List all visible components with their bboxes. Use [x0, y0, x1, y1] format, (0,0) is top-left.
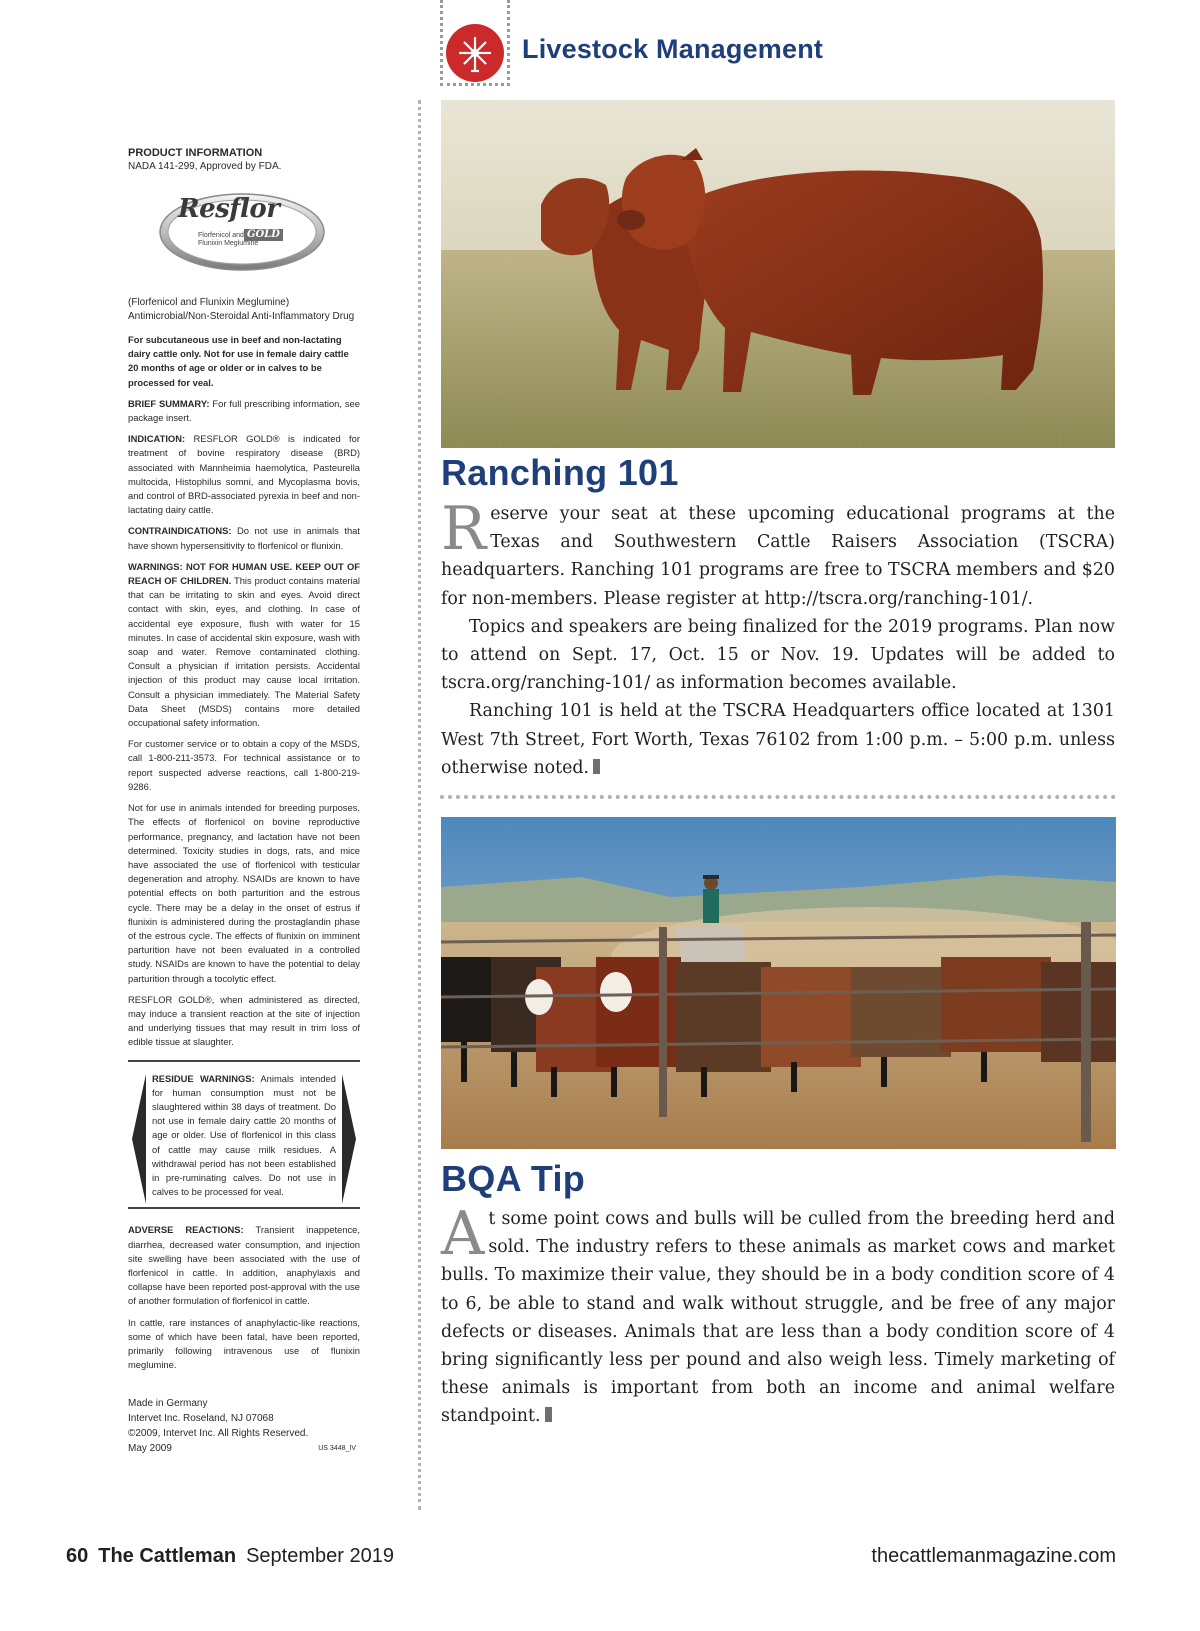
nada-approval: NADA 141-299, Approved by FDA.	[128, 161, 282, 172]
residue-warnings: RESIDUE WARNINGS: Animals intended for human consumption must not be slaughtered within 38 days of treatment. Do not use in female dairy cattle 20 months of age or older. Use of florfenicol in this class of cattle may cause milk residues. A withdrawal period has not been established in pre-ruminating calves. Do not use in calves to be processed for veal.	[152, 1072, 336, 1198]
warnings: WARNINGS: NOT FOR HUMAN USE. KEEP OUT OF REACH OF CHILDREN. This product contains material that can be irritating to skin and eyes. Avoid direct contact with skin, eyes, and clothing. In case of accidental eye exposure, flush with water for 15 minutes. In case of accidental skin exposure, wash with soap and water. Remove contaminated clothing. Consult a physician if irritation persists. Accidental injection of this product may cause local irritation. Consult a physician immediately. The Material Safety Data Sheet (MSDS) contains more detailed occupational safety information.	[128, 560, 360, 729]
logo-wordmark: Resflor	[178, 194, 280, 224]
print-date: May 2009	[128, 1443, 172, 1455]
cattle-pen-photo	[441, 817, 1116, 1149]
product-info-title: PRODUCT INFORMATION	[128, 147, 263, 159]
resflor-gold-logo	[158, 190, 326, 274]
article-body-bqa-tip	[441, 1199, 1115, 1431]
right-arrow-ornament	[342, 1074, 356, 1204]
adverse-reactions: ADVERSE REACTIONS: Transient inappetence, diarrhea, decreased water consumption, and injection site swelling have been associated with the use of florfenicol in cattle. In addition, anaphylaxis and collapse have been reported post-approval with the use of another formulation of florfenicol in cattle.	[128, 1224, 360, 1307]
page-number: 60	[66, 1545, 89, 1567]
windmill-icon	[446, 24, 504, 82]
logo-subtitle-line2: Flunixin Meglumine	[198, 240, 259, 247]
article-paragraph: Topics and speakers are being finalized for the 2019 programs. Plan now to attend on Sept. 17, Oct. 15 or Nov. 19. Updates will be added to tscra.org/ranching-101/ as information becomes available.	[441, 616, 1115, 694]
drug-class: Antimicrobial/Non-Steroidal Anti-Inflammatory Drug	[128, 311, 355, 322]
red-cattle-photo	[441, 100, 1115, 448]
end-mark	[593, 759, 600, 774]
residue-warnings-box	[128, 1060, 360, 1210]
article-headline-bqa-tip: BQA Tip	[441, 1158, 586, 1199]
footer-folio	[66, 1545, 394, 1568]
article-body-ranching-101	[441, 494, 1115, 782]
drop-cap: A	[441, 1199, 485, 1269]
article-paragraph: Ranching 101 is held at the TSCRA Headquarters office located at 1301 West 7th Street, Fort Worth, Texas 76102 from 1:00 p.m. – 5:00 p.m. unless otherwise noted.	[441, 701, 1115, 778]
article-paragraph: At some point cows and bulls will be culled from the breeding herd and sold. The industry refers to these animals as market cows and market bulls. To maximize their value, they should be in a body condition score of 4 to 6, be able to stand and walk without struggle, and be free of any major defects or diseases. Animals that are less than a body condition score of 4 bring significantly less per pound and also weigh less. Timely marketing of these animals is important from both an income and animal welfare standpoint.	[441, 1199, 1115, 1427]
indication: INDICATION: RESFLOR GOLD® is indicated for treatment of bovine respiratory disease (BRD) associated with Mannheimia haemolytica, Pasteurella multocida, Histophilus somni, and Mycoplasma bovis, and control of BRD-associated pyrexia in beef and non-lactating dairy cattle.	[128, 433, 360, 516]
company-address: Intervet Inc. Roseland, NJ 07068	[128, 1413, 274, 1425]
anaphylactic-notice: In cattle, rare instances of anaphylactic-like reactions, some of which have been fatal, have been reported, primarily following intravenous use of flunixin meglumine.	[128, 1316, 360, 1371]
brief-summary: BRIEF SUMMARY: For full prescribing information, see package insert.	[128, 397, 360, 424]
made-in: Made in Germany	[128, 1398, 208, 1410]
injection-site-notice: RESFLOR GOLD®, when administered as directed, may induce a transient reaction at the site of injection and underlying tissues that may result in trim loss of edible tissue at slaughter.	[128, 993, 360, 1048]
drop-cap: R	[441, 494, 487, 564]
website-link[interactable]: thecattlemanmagazine.com	[871, 1545, 1116, 1567]
copyright: ©2009, Intervet Inc. All Rights Reserved.	[128, 1428, 309, 1440]
breeding-notice: Not for use in animals intended for breeding purposes. The effects of florfenicol on bovine reproductive performance, pregnancy, and lactation have not been determined. Toxicity studies in dogs, rats, and mice have associated the use of florfenicol with testicular degeneration and atrophy. NSAIDs are known to have potential effects on both parturition and the estrous cycle. There may be a delay in the onset of estrus if flunixin is administered during the prostaglandin phase of the estrous cycle. The effects of flunixin on imminent parturition have not been evaluated in a controlled study. NSAIDs are known to have the potential to delay parturition through a tocolytic effect.	[128, 802, 360, 984]
manufacturer-info	[128, 1396, 360, 1456]
left-arrow-ornament	[132, 1074, 146, 1204]
column-divider	[418, 100, 421, 1510]
use-statement: For subcutaneous use in beef and non-lactating dairy cattle only. Not for use in female dairy cattle 20 months of age or older or in calves to be processed for veal.	[128, 334, 349, 388]
product-information-panel	[128, 146, 360, 1456]
article-paragraph: Reserve your seat at these upcoming educational programs at the Texas and Southwestern Cattle Raisers Association (TSCRA) headquarters. Ranching 101 programs are free to TSCRA members and $20 for non-members. Please register at http://tscra.org/ranching-101/.	[441, 494, 1115, 609]
logo-subtitle-line1: Florfenicol and	[198, 232, 244, 239]
customer-service: For customer service or to obtain a copy of the MSDS, call 1-800-211-3573. For technical assistance or to report suspected adverse reactions, call 1-800-219-9286.	[128, 738, 360, 792]
magazine-name: The Cattleman	[98, 1545, 237, 1567]
logo-gold-badge: GOLD	[244, 229, 283, 241]
issue-date: September 2019	[246, 1545, 394, 1567]
end-mark	[545, 1407, 552, 1422]
product-code: US 3448_IV	[318, 1445, 356, 1453]
generic-name: (Florfenicol and Flunixin Meglumine)	[128, 297, 290, 308]
article-headline-ranching-101: Ranching 101	[441, 452, 679, 493]
article-divider	[440, 795, 1116, 799]
contraindications: CONTRAINDICATIONS: Do not use in animals that have shown hypersensitivity to florfenicol or flunixin.	[128, 525, 360, 551]
section-title: Livestock Management	[522, 34, 824, 64]
